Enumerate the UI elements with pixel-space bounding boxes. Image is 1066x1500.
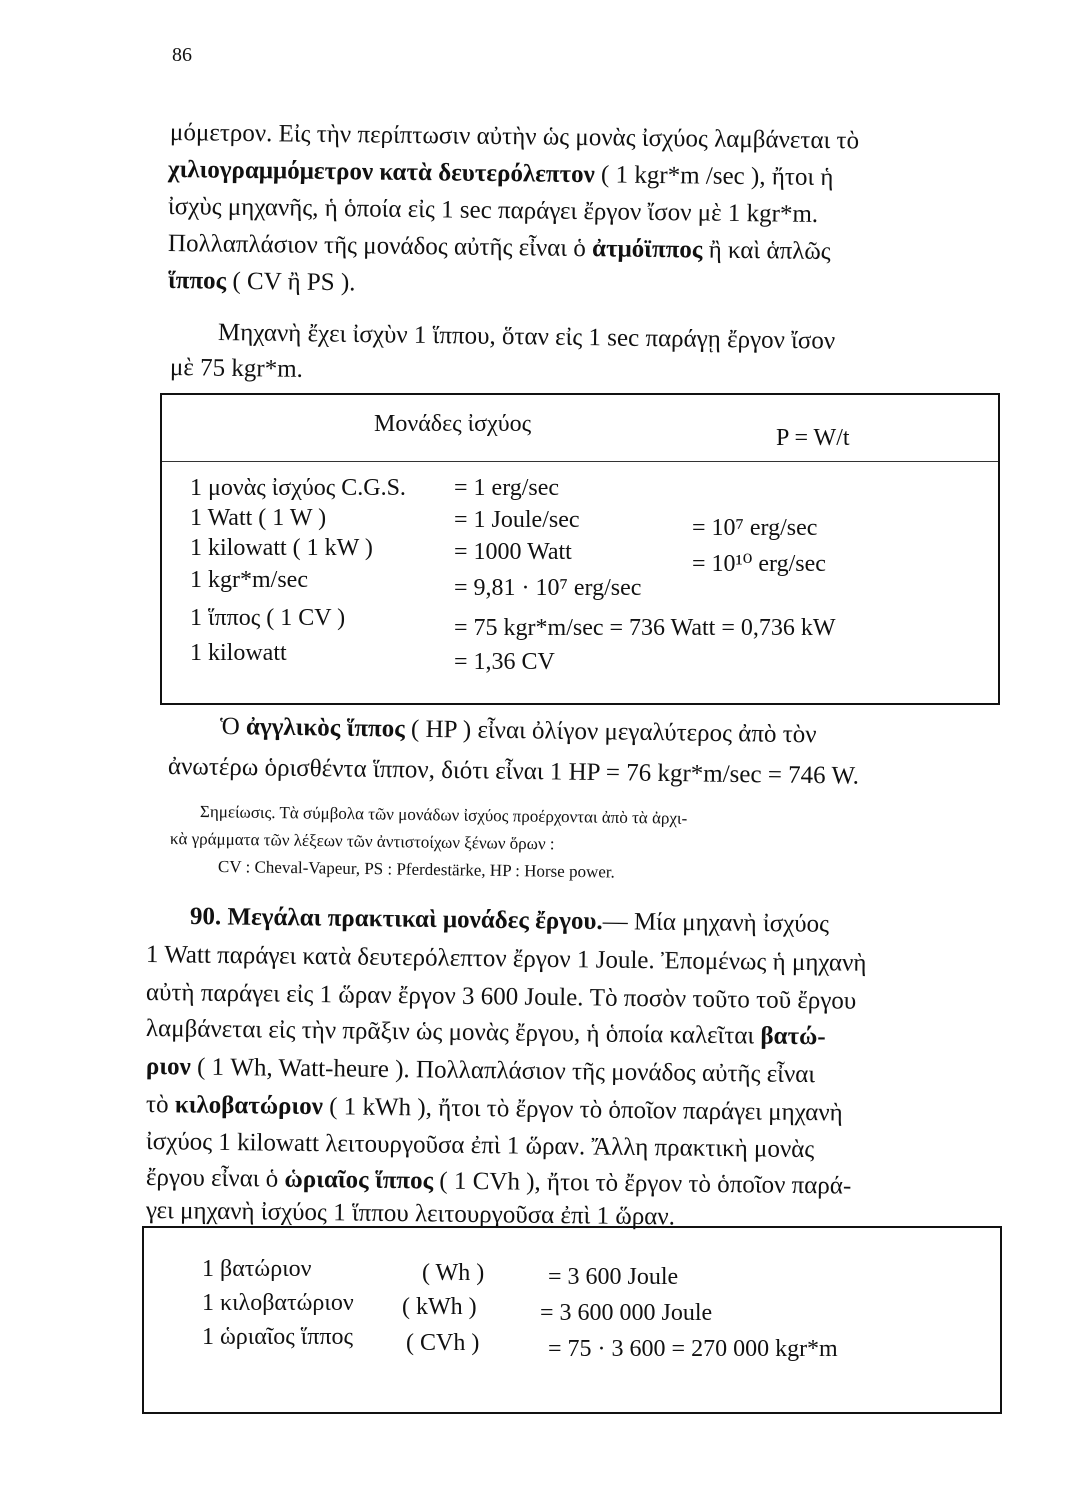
table2-row-name: 1 κιλοβατώριον [202,1290,354,1316]
table1-row-eq2: = 10⁷ erg/sec [692,515,818,541]
section90-line8-pre: ἔργου εἶναι ὁ [145,1164,285,1193]
table1-row-unit: 1 ἵππος ( 1 CV ) [190,605,346,631]
para1-line1: μόμετρον. Εἰς τὴν περίπτωσιν αὐτὴν ὡς μονὰς ἰσχύος λαμβάνεται τὸ [169,119,860,155]
term-english-horsepower: ἀγγλικὸς ἵππος [245,713,405,743]
section90-line7: ἰσχύος 1 kilowatt λειτουργοῦσα ἐπὶ 1 ὥραν. Ἄλλη πρακτικὴ μονὰς [145,1128,815,1164]
para1-line2 [168,155,834,193]
table2-row-name: 1 βατώριον [202,1256,312,1282]
section90-line6 [146,1090,843,1129]
table1-header-divider [162,461,998,462]
section90-line5 [146,1052,815,1090]
para3-line1 [220,712,817,750]
section90-line4-pre: λαμβάνεται εἰς τὴν πρᾶξιν ὡς μονὰς ἔργου, ἡ ὁποία καλεῖται [145,1015,761,1050]
section90-line6-rest: ( 1 kWh ), ἤτοι τὸ ἔργον τὸ ὁποῖον παράγει μηχανὴ [322,1093,843,1127]
table1-row-unit: 1 Watt ( 1 W ) [190,505,327,531]
table2-row-symbol: ( CVh ) [406,1330,480,1356]
term-oriaios-ippos: ὡριαῖος ἵππος [284,1165,434,1195]
table1-row-unit: 1 kilowatt ( 1 kW ) [190,535,373,561]
work-units-table [142,1226,1002,1414]
section90-line4 [146,1014,826,1052]
para1-line4-pre: Πολλαπλάσιον τῆς μονάδος αὐτῆς εἶναι ὁ [167,230,593,263]
term-vatorion-part1: βατώ- [760,1022,826,1051]
table1-row-eq2: = 10¹⁰ erg/sec [692,551,826,577]
para3-line1-pre: Ὁ [219,713,247,741]
table1-row-eq1: = 75 kgr*m/sec = 736 Watt = 0,736 kW [454,615,836,641]
para2-line1: Μηχανὴ ἔχει ἰσχὺν 1 ἵππου, ὅταν εἰς 1 sec παράγῃ ἔργον ἴσον [217,319,836,355]
section90-line5-rest: ( 1 Wh, Watt-heure ). Πολλαπλάσιον τῆς μονάδος αὐτῆς εἶναι [190,1053,816,1089]
para1-line5-rest: ( CV ἢ PS ). [226,267,356,297]
section90-line8 [146,1163,852,1202]
table1-header-formula: P = W/t [776,425,850,451]
para3-line2: ἀνωτέρω ὁρισθέντα ἵππον, διότι εἶναι 1 HP = 76 kgr*m/sec = 746 W. [167,753,860,790]
table1-header-units: Μονάδες ἰσχύος [374,411,532,437]
section90-line9: γει μηχανὴ ἰσχύος 1 ἵππου λειτουργοῦσα ἐπὶ 1 ὥραν. [145,1197,676,1231]
para1-line4-post: ἢ καὶ ἁπλῶς [702,236,831,266]
term-ippos: ἵππος [167,267,227,295]
term-atmoippos: ἀτμόϊππος [591,235,703,264]
page-number: 86 [172,44,192,66]
section90-line1-rest: — Μία μηχανὴ ἰσχύος [602,908,830,938]
table2-row-name: 1 ὡριαῖος ἵππος [202,1324,353,1350]
section90-line1 [190,902,829,940]
note-line1: Σημείωσις. Τὰ σύμβολα τῶν μονάδων ἰσχύος προέρχονται ἀπὸ τὰ ἀρχι- [199,802,688,828]
section90-line3: αὐτὴ παράγει εἰς 1 ὥραν ἔργον 3 600 Joule. Τὸ ποσὸν τοῦτο τοῦ ἔργου [145,979,857,1015]
note-line3: CV : Cheval-Vapeur, PS : Pferdestärke, HP : Horse power. [217,857,615,882]
table2-row-symbol: ( kWh ) [402,1294,477,1320]
power-units-table [160,393,1000,705]
term-kilogrammeter-per-second: χιλιογραμμόμετρον κατὰ δευτερόλεπτον [167,156,595,189]
table1-row-eq1: = 1,36 CV [454,649,555,675]
table2-row-value: = 3 600 Joule [548,1264,679,1290]
term-vatorion-part2: ριον [145,1053,191,1081]
section90-line2: 1 Watt παράγει κατὰ δευτερόλεπτον ἔργον 1 Joule. Ἐπομένως ἡ μηχανὴ [145,941,867,977]
table2-row-value: = 3 600 000 Joule [540,1300,713,1326]
para1-line4 [168,229,831,267]
term-kilovatorion: κιλοβατώριον [174,1091,324,1121]
table1-row-eq1: = 1000 Watt [454,539,572,565]
table1-row-unit: 1 μονὰς ἰσχύος C.G.S. [190,475,406,501]
table1-row-eq1: = 9,81 · 10⁷ erg/sec [454,575,642,601]
para1-line3: ἰσχὺς μηχανῆς, ἡ ὁποία εἰς 1 sec παράγει ἔργον ἴσον μὲ 1 kgr*m. [167,193,819,228]
para2-line2: μὲ 75 kgr*m. [169,354,304,383]
table1-row-unit: 1 kgr*m/sec [190,567,308,593]
para1-line5 [168,266,356,298]
section90-heading: 90. Μεγάλαι πρακτικαὶ μονάδες ἔργου. [189,903,603,936]
table2-row-symbol: ( Wh ) [422,1260,485,1286]
table1-row-eq1: = 1 Joule/sec [454,507,580,533]
section90-line6-pre: τὸ [145,1091,175,1119]
para1-line2-rest: ( 1 kgr*m /sec ), ἤτοι ἡ [594,161,834,192]
table2-row-value: = 75 · 3 600 = 270 000 kgr*m [548,1336,838,1362]
table1-row-eq1: = 1 erg/sec [454,475,560,501]
note-line2: κὰ γράμματα τῶν λέξεων τῶν ἀντιστοίχων ξένων ὅρων : [169,829,555,854]
para3-line1-post: ( HP ) εἶναι ὀλίγον μεγαλύτερος ἀπὸ τὸν [404,715,817,749]
section90-line8-rest: ( 1 CVh ), ἤτοι τὸ ἔργον τὸ ὁποῖον παρά- [432,1167,852,1200]
table1-row-unit: 1 kilowatt [190,640,287,666]
